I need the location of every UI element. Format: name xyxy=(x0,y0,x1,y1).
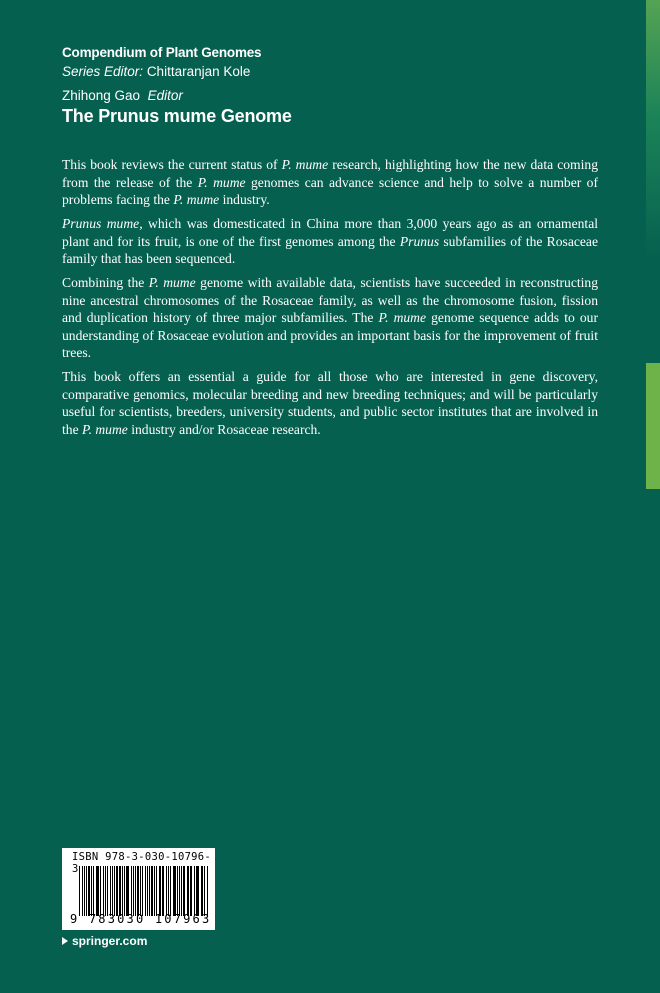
barcode-digits: 9 783030 107963 xyxy=(70,912,212,926)
barcode-bar xyxy=(160,866,161,916)
barcode-bar xyxy=(100,866,101,916)
barcode-bar xyxy=(154,866,155,916)
barcode-bar xyxy=(86,866,87,916)
barcode-bar xyxy=(188,866,189,916)
barcode-bar xyxy=(137,866,139,916)
italic-text: Prunus mume xyxy=(62,216,140,231)
barcode-bar xyxy=(174,866,175,916)
barcode-bar xyxy=(151,866,152,916)
barcode-bar xyxy=(82,866,83,916)
text-segment: This book offers an essential a guide for all those who are interested in gene discovery, comparative genomics, molecular breeding and new breeding techniques; and will be particularly useful for scientists, breeders, university students, and public sector institutes that are involved in the xyxy=(62,369,598,437)
barcode-bar xyxy=(103,866,104,916)
text-segment: , which was domesticated in China more than 3,000 years ago as an ornamental plant and for its fruit, is one of the first genomes among the xyxy=(62,216,598,249)
barcode-bar xyxy=(133,866,134,916)
barcode-bar xyxy=(105,866,106,916)
italic-text: P. mume xyxy=(281,157,329,172)
barcode-bar xyxy=(173,866,174,916)
publisher-link-text: springer.com xyxy=(72,934,148,948)
barcode-bar xyxy=(204,866,205,916)
text-segment: research, highlighting how the new data coming from the release of the xyxy=(62,157,598,190)
text-segment: genome sequence adds to our understanding of Rosaceae evolution and provides an important basis for the improvement of fruit trees. xyxy=(62,310,598,360)
publisher-link[interactable] xyxy=(62,934,147,948)
barcode-bar xyxy=(124,866,125,916)
barcode-bar xyxy=(91,866,92,916)
barcode-bar xyxy=(96,866,97,916)
italic-text: P. mume xyxy=(82,421,128,437)
barcode-bar xyxy=(187,866,188,916)
barcode-bar xyxy=(166,866,167,916)
isbn-label: ISBN 978-3-030-10796-3 xyxy=(72,851,212,875)
barcode-bar xyxy=(201,866,202,916)
author-name: Zhihong Gao xyxy=(62,88,141,103)
barcode-bar xyxy=(142,866,143,916)
barcode-bar xyxy=(177,866,178,916)
barcode-bar xyxy=(88,866,89,916)
barcode-bar xyxy=(119,866,120,916)
barcode-bar xyxy=(159,866,160,916)
text-segment: genomes can advance science and help to solve a number of problems facing the xyxy=(62,174,598,207)
barcode-bar xyxy=(84,866,85,916)
barcode-bar xyxy=(202,866,203,916)
barcode-bar xyxy=(116,866,118,916)
book-title: The Prunus mume Genome xyxy=(62,106,292,126)
barcode-bar xyxy=(97,866,99,916)
barcode-bar xyxy=(93,866,94,916)
text-segment: industry. xyxy=(219,192,270,207)
italic-text: P. mume xyxy=(197,174,246,190)
series-title: Compendium of Plant Genomes xyxy=(62,45,262,60)
barcode-bar xyxy=(112,866,113,916)
barcode-bar xyxy=(107,866,108,916)
blurb-paragraph xyxy=(62,156,598,209)
barcode-bar xyxy=(162,866,164,916)
blurb xyxy=(62,156,598,445)
barcode-bar xyxy=(207,866,208,916)
barcode-bar xyxy=(145,866,146,916)
text-segment: subfamilies of the Rosaceae family that has been sequenced. xyxy=(62,233,598,266)
spine-accent-bar xyxy=(646,363,660,489)
barcode-bar xyxy=(135,866,136,916)
barcode-bar xyxy=(170,866,171,916)
spine-gradient xyxy=(646,0,660,260)
series-editor-label: Series Editor: xyxy=(62,64,144,79)
barcode-bar xyxy=(140,866,141,916)
text-segment: industry and/or Rosaceae research. xyxy=(127,421,321,437)
barcode-bar xyxy=(110,866,111,916)
barcode-bar xyxy=(131,866,132,916)
barcode-bar xyxy=(122,866,123,916)
barcode-bar xyxy=(181,866,182,916)
isbn-barcode xyxy=(62,848,215,930)
series-editor-name: Chittaranjan Kole xyxy=(146,64,251,79)
barcode-bar xyxy=(149,866,150,916)
barcode-bar xyxy=(156,866,157,916)
barcode-bar xyxy=(190,866,192,916)
barcode-bar xyxy=(126,866,127,916)
italic-text: Prunus xyxy=(399,233,440,249)
blurb-paragraph xyxy=(62,215,598,268)
barcode-bar xyxy=(147,866,148,916)
arrow-icon xyxy=(62,937,68,945)
text-segment: genome with available data, scientists have succeeded in reconstructing nine ancestral chromosomes of the Rosaceae family, as well as the chromosome fusion, fission and duplication history of three major subfamilies. The xyxy=(62,275,598,325)
text-segment: Combining the xyxy=(62,275,149,290)
blurb-paragraph xyxy=(62,368,598,438)
barcode-bar xyxy=(114,866,115,916)
blurb-paragraph xyxy=(62,274,598,362)
barcode-bar xyxy=(79,866,80,916)
barcode-bar xyxy=(194,866,195,916)
barcode-bar xyxy=(196,866,197,916)
barcode-bar xyxy=(197,866,198,916)
cover-header xyxy=(62,43,292,127)
author-role: Editor xyxy=(147,88,183,103)
barcode-bar xyxy=(179,866,180,916)
barcode-bar xyxy=(168,866,169,916)
series-editor xyxy=(62,62,292,81)
barcode-bar xyxy=(127,866,128,916)
author-line xyxy=(62,87,292,105)
italic-text: P. mume xyxy=(378,310,427,325)
italic-text: P. mume xyxy=(173,192,220,207)
barcode-bars xyxy=(79,866,209,916)
italic-text: P. mume xyxy=(148,275,196,290)
text-segment: This book reviews the current status of xyxy=(62,157,282,172)
barcode-bar xyxy=(183,866,184,916)
